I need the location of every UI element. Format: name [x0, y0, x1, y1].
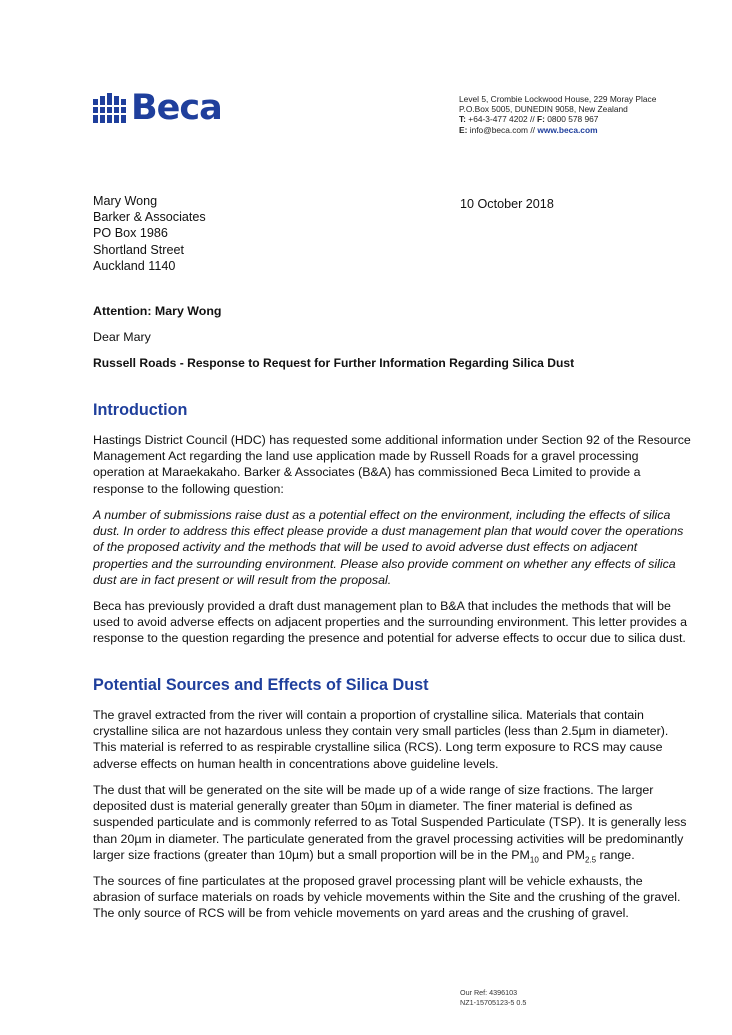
fax-label: F:	[537, 114, 545, 125]
sources-paragraph-2	[93, 782, 693, 868]
fax-number: 0800 578 967	[544, 114, 599, 125]
recipient-city: Auckland 1140	[93, 258, 176, 273]
document-number: NZ1-15705123-5 0.5	[460, 997, 527, 1007]
recipient-box: PO Box 1986	[93, 226, 168, 241]
sources-p2-text: The dust that will be generated on the site will be made up of a wide range of size fractions. The larger deposited dust is material generally greater than 50µm in diameter. The finer material is defined as suspended particulate and is commonly referred to as Total Suspended Particulate (TSP). It is generally less than 20µm in diameter. The particulate generated from the gravel processing activities will be predominantly larger size fractions (greater than 10µm) but a small proportion will be in the PM	[93, 783, 687, 862]
beca-logo	[93, 88, 253, 128]
sources-p2-and: and PM	[538, 847, 585, 862]
contact-address-line: Level 5, Crombie Lockwood House, 229 Moray Place	[459, 94, 657, 104]
contact-block	[459, 94, 729, 135]
email-label: E:	[459, 124, 468, 135]
sources-heading: Potential Sources and Effects of Silica Dust	[93, 676, 429, 694]
intro-paragraph-1: Hastings District Council (HDC) has requested some additional information under Section 92 of the Resource Management Act regarding the land use application made by Russell Roads for a gravel processing operation at Maraekakaho. Barker & Associates (B&A) has commissioned Beca Limited to provide a response to the following question:	[93, 433, 691, 496]
recipient-company: Barker & Associates	[93, 210, 206, 225]
brand-name: Beca	[131, 88, 222, 128]
our-ref: Our Ref: 4396103	[460, 988, 518, 997]
contact-email-web	[459, 125, 729, 135]
attention-line: Attention: Mary Wong	[93, 304, 222, 318]
recipient-address	[93, 193, 206, 274]
recipient-street: Shortland Street	[93, 242, 185, 257]
website-link[interactable]: www.beca.com	[537, 124, 598, 135]
intro-quote: A number of submissions raise dust as a potential effect on the environment, including the effects of silica dust. In order to address this effect please provide a dust management plan that would cover the operations of the proposed activity and the methods that will be used to avoid adverse dust effects on adjacent properties and the surrounding environment. Please also provide comment on whether any effects of silica dust are in fact present or will result from the proposal.	[93, 508, 684, 587]
recipient-name: Mary Wong	[93, 194, 158, 208]
phone-number: +64-3-477 4202 //	[465, 114, 537, 125]
pm25-subscript: 2.5	[584, 855, 597, 865]
sources-p2-end: range.	[596, 847, 635, 862]
introduction-heading: Introduction	[93, 401, 188, 419]
subject-line: Russell Roads - Response to Request for Further Information Regarding Silica Dust	[93, 356, 575, 370]
beca-grid-icon	[93, 93, 127, 123]
letter-date: 10 October 2018	[460, 197, 554, 211]
contact-phone-fax	[459, 114, 729, 124]
sources-paragraph-3: The sources of fine particulates at the proposed gravel processing plant will be vehicle exhausts, the abrasion of surface materials on roads by vehicle movements within the Site and the crushing of the gravel. The only source of RCS will be from vehicle movements on yard areas and the crushing of gravel.	[93, 874, 681, 921]
intro-paragraph-2: Beca has previously provided a draft dust management plan to B&A that includes the methods that will be used to avoid adverse effects on adjacent properties and the surrounding environment. This letter provides a response to the question regarding the presence and potential for adverse effects to occur due to silica dust.	[93, 599, 687, 646]
pm10-subscript: 10	[529, 855, 539, 865]
footer-reference	[460, 988, 526, 1007]
salutation: Dear Mary	[93, 330, 151, 344]
contact-po-box: P.O.Box 5005, DUNEDIN 9058, New Zealand	[459, 104, 628, 115]
sources-paragraph-1: The gravel extracted from the river will contain a proportion of crystalline silica. Materials that contain crystalline silica are not hazardous unless they contain very small particles (less than 2.5µm in diameter). This material is referred to as respirable crystalline silica (RCS). Long term exposure to RCS may cause adverse effects on human health in concentrations above guideline levels.	[93, 708, 669, 771]
email-address[interactable]: info@beca.com //	[467, 124, 538, 135]
phone-label: T:	[459, 114, 466, 125]
